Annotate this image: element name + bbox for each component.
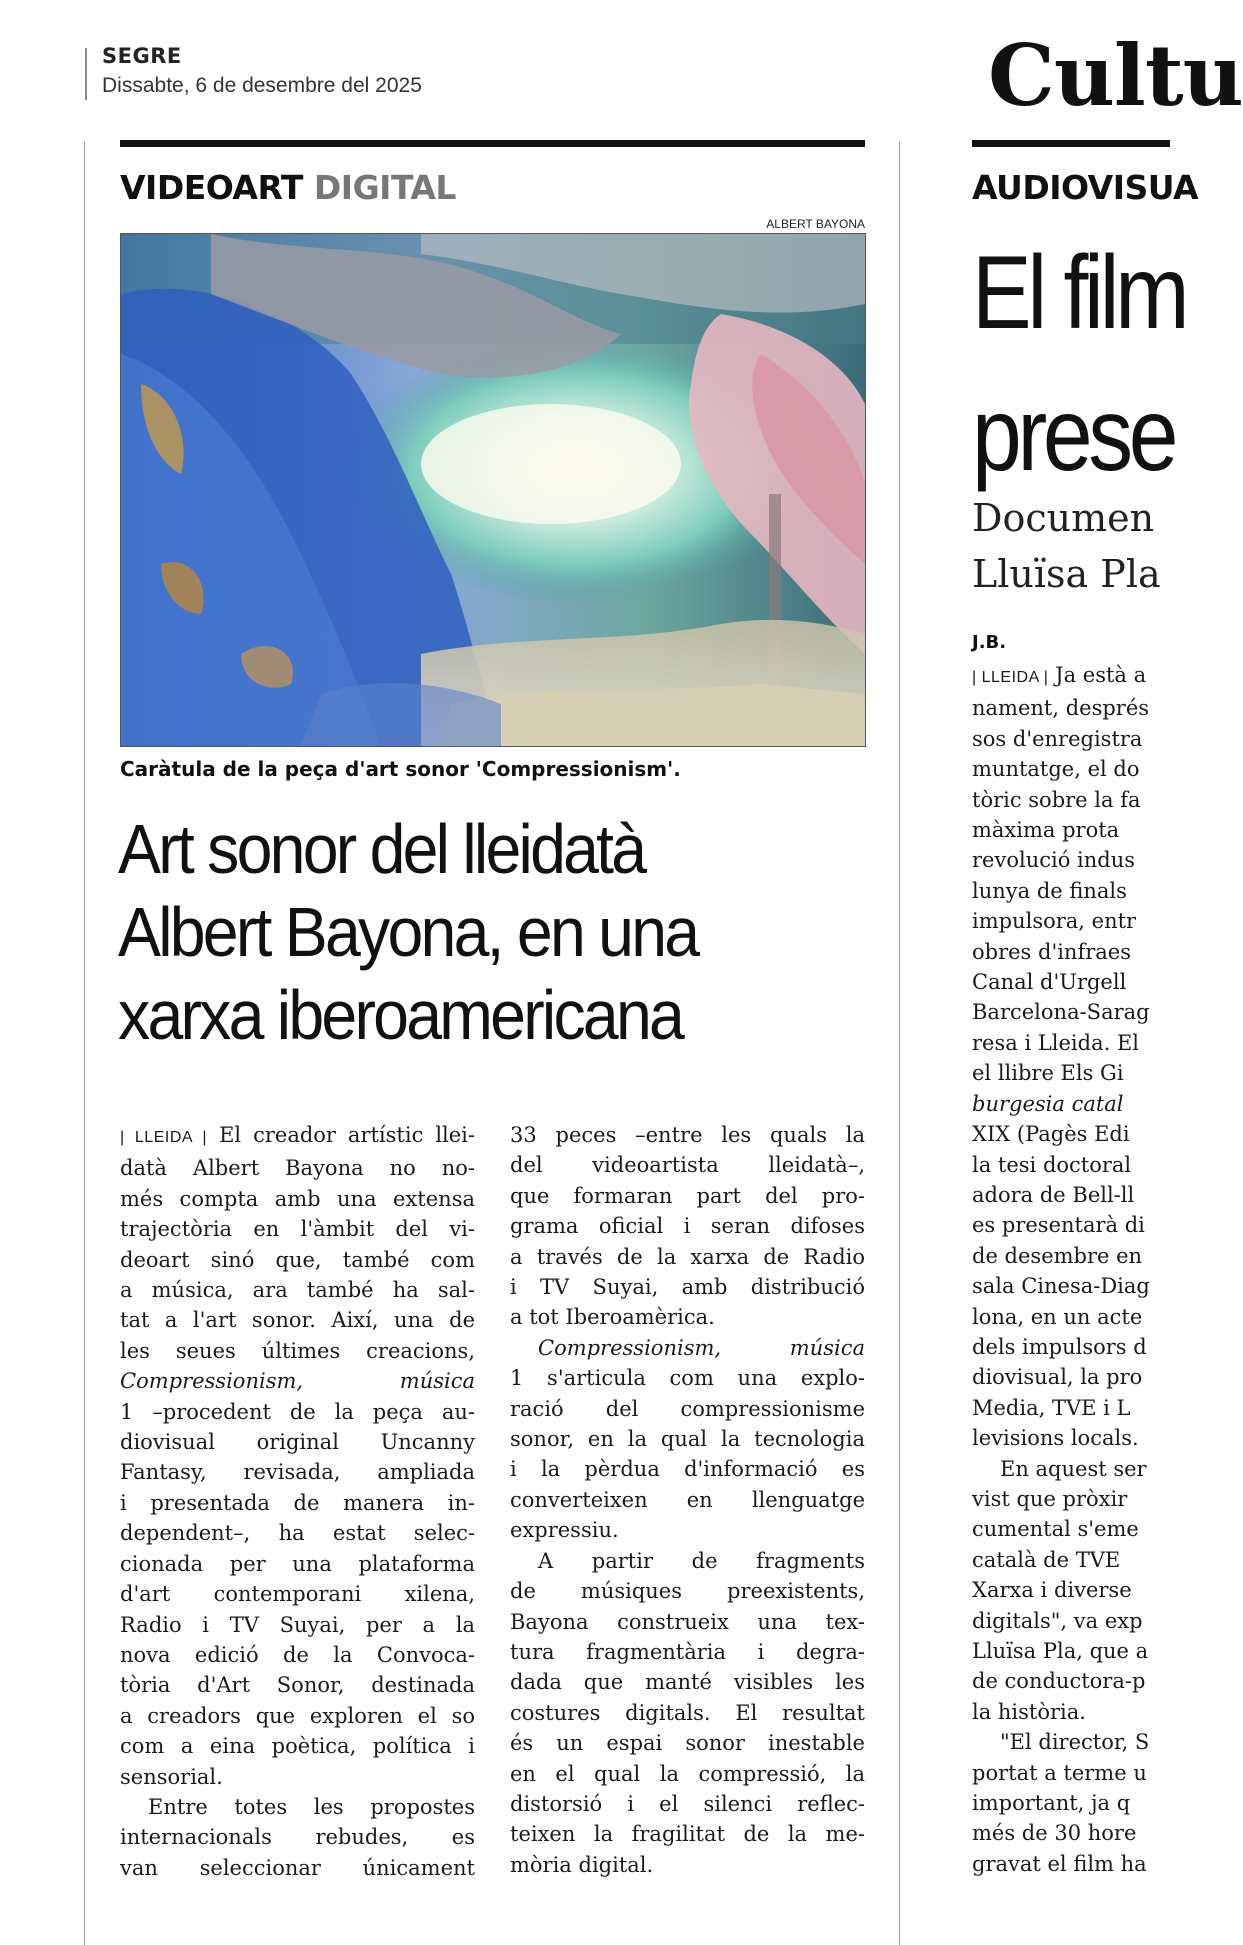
body-line: Entre totes les propostes [148, 1794, 475, 1819]
side-body-line: adora de Bell-ll [972, 1182, 1135, 1207]
body-line: més compta amb una extensa [120, 1186, 475, 1211]
body-line: dada que manté visibles les [510, 1670, 865, 1695]
body-line: que formaran part del pro- [510, 1183, 865, 1208]
body-line: tura fragmentària i degra- [510, 1639, 865, 1664]
body-line: del videoartista lleidatà–, [510, 1153, 865, 1178]
photo-caption: Caràtula de la peça d'art sonor 'Compressionism'. [120, 757, 681, 781]
body-line: cionada per una plataforma [120, 1551, 475, 1576]
body-line: tat a l'art sonor. Així, una de [120, 1308, 475, 1333]
side-body-line: tòric sobre la fa [972, 787, 1141, 812]
side-body-line: burgesia catal [972, 1091, 1124, 1116]
body-line: i TV Suyai, amb distribució [510, 1275, 865, 1300]
body-line: teixen la fragilitat de la me- [510, 1822, 865, 1847]
side-body-line: català de TVE [972, 1547, 1121, 1572]
body-line: 33 peces –entre les quals la [510, 1123, 865, 1147]
body-line: sonor, en la qual la tecnologia [510, 1427, 865, 1452]
side-body-line: impulsora, entr [972, 909, 1137, 934]
publication-date: Dissabte, 6 de desembre del 2025 [102, 74, 422, 97]
side-article-kicker: AUDIOVISUA [972, 168, 1199, 207]
side-body-line: levisions locals. [972, 1426, 1139, 1451]
article-column-2 [510, 1120, 865, 1880]
body-line: sensorial. [120, 1764, 223, 1789]
body-line: dependent–, ha estat selec- [120, 1521, 475, 1546]
side-body-line: màxima prota [972, 818, 1120, 843]
side-body-line: nament, després [972, 696, 1150, 721]
side-dateline: | LLEIDA | [972, 669, 1049, 686]
body-line: Radio i TV Suyai, per a la [120, 1612, 475, 1637]
side-body-line: Canal d'Urgell [972, 970, 1127, 995]
side-body-line: obres d'infraes [972, 939, 1131, 964]
masthead-divider [85, 48, 87, 100]
body-line: converteixen en llenguatge [510, 1487, 865, 1512]
side-body-line: més de 30 hore [972, 1821, 1137, 1846]
body-line: com a eina poètica, política i [120, 1734, 475, 1759]
side-subhead-line: Documen [972, 496, 1155, 540]
center-column-rule [899, 142, 900, 1945]
body-line: 1 s'articula com una explo- [510, 1366, 865, 1391]
body-line: és un espai sonor inestable [510, 1731, 865, 1756]
side-body-line: diovisual, la pro [972, 1365, 1143, 1390]
body-line: internacionals rebudes, es [120, 1825, 475, 1850]
body-line: Compressionism, música [120, 1369, 475, 1394]
body-line: d'art contemporani xilena, [120, 1582, 475, 1607]
headline-line: Art sonor del lleidatà [118, 810, 645, 888]
body-line: 1 –procedent de la peça au- [120, 1399, 475, 1424]
headline-line: xarxa iberoamericana [118, 976, 683, 1054]
side-body-line: de desembre en [972, 1243, 1143, 1268]
body-line: grama oficial i seran difoses [510, 1214, 865, 1239]
side-body-line: digitals", va exp [972, 1608, 1143, 1633]
side-body-line: de conductora-p [972, 1669, 1146, 1694]
body-line: deoart sinó que, també com [120, 1247, 475, 1272]
body-line: A partir de fragments [538, 1548, 865, 1573]
side-article-top-rule [972, 140, 1170, 147]
body-line: | LLEIDA | El creador artístic llei- [120, 1123, 475, 1147]
body-line: expressiu. [510, 1518, 619, 1543]
article-column-1 [120, 1120, 475, 1883]
artwork-image [121, 234, 865, 746]
side-body-line: gravat el film ha [972, 1851, 1147, 1876]
body-line: van seleccionar únicament [120, 1855, 475, 1880]
article-headline [118, 808, 697, 1057]
body-line: a tot Iberoamèrica. [510, 1305, 715, 1330]
side-body-line: | LLEIDA | Ja està a [972, 663, 1147, 687]
body-line: i presentada de manera in- [120, 1490, 475, 1515]
article-kicker [120, 168, 456, 207]
side-body-line: XIX (Pagès Edi [972, 1122, 1130, 1147]
side-headline-line: El film [972, 235, 1186, 351]
side-article-body [972, 660, 1150, 1879]
body-line: Compressionism, música [538, 1335, 865, 1360]
side-body-line: cumental s'eme [972, 1517, 1139, 1542]
side-body-line: sala Cinesa-Diag [972, 1274, 1150, 1299]
body-line: tòria d'Art Sonor, destinada [120, 1673, 475, 1698]
kicker-secondary: DIGITAL [313, 168, 456, 207]
headline-line: Albert Bayona, en una [118, 893, 698, 971]
side-body-line: En aquest ser [1000, 1456, 1147, 1481]
side-body-line: Xarxa i diverse [972, 1578, 1132, 1603]
side-body-line: es presentarà di [972, 1213, 1145, 1238]
side-headline-line: prese [972, 377, 1175, 493]
photo-credit: ALBERT BAYONA [766, 217, 865, 231]
side-body-line: el llibre Els Gi [972, 1061, 1124, 1086]
dateline: | LLEIDA | [120, 1129, 208, 1146]
side-body-line: Barcelona-Sarag [972, 1000, 1150, 1025]
body-line: a través de la xarxa de Radio [510, 1244, 865, 1269]
side-body-line: Lluïsa Pla, que a [972, 1639, 1149, 1663]
section-title: Cultu [988, 26, 1243, 125]
side-article-headline [972, 222, 1185, 506]
body-line: nova edició de la Convoca- [120, 1642, 475, 1667]
side-body-line: dels impulsors d [972, 1334, 1147, 1359]
side-article-subhead [972, 490, 1161, 602]
body-line: les seues últimes creacions, [120, 1338, 475, 1363]
body-line: mòria digital. [510, 1852, 654, 1877]
kicker-main: VIDEOART [120, 168, 303, 207]
article-top-rule [120, 140, 865, 147]
body-line: de músiques preexistents, [510, 1579, 865, 1604]
side-body-line: "El director, S [1000, 1730, 1150, 1755]
side-body-line: la tesi doctoral [972, 1152, 1132, 1177]
body-line: distorsió i el silenci reflec- [510, 1791, 865, 1816]
body-line: a creadors que exploren el so [120, 1703, 475, 1728]
body-line: Bayona construeix una tex- [510, 1609, 865, 1634]
side-body-line: sos d'enregistra [972, 726, 1143, 751]
body-line: trajectòria en l'àmbit del vi- [120, 1217, 475, 1242]
side-body-line: vist que pròxir [972, 1486, 1128, 1511]
side-body-line: revolució indus [972, 848, 1135, 873]
body-line: Fantasy, revisada, ampliada [120, 1460, 475, 1485]
body-line: i la pèrdua d'informació es [510, 1457, 865, 1482]
body-line: datà Albert Bayona no no- [120, 1156, 475, 1181]
side-body-line: Media, TVE i L [972, 1395, 1131, 1420]
publication-name: SEGRE [102, 44, 182, 68]
body-line: costures digitals. El resultat [510, 1700, 865, 1725]
side-body-line: important, ja q [972, 1791, 1131, 1816]
article-photo [120, 233, 866, 747]
body-line: diovisual original Uncanny [120, 1430, 475, 1455]
body-line: ració del compressionisme [510, 1396, 865, 1421]
side-article-byline: J.B. [972, 632, 1007, 653]
side-body-line: portat a terme u [972, 1760, 1147, 1785]
left-column-rule [84, 142, 85, 1945]
side-body-line: lona, en un acte [972, 1304, 1143, 1329]
body-line: a música, ara també ha sal- [120, 1278, 475, 1303]
side-subhead-line: Lluïsa Pla [972, 552, 1161, 596]
side-body-line: la història. [972, 1699, 1086, 1724]
body-line: en el qual la compressió, la [510, 1761, 865, 1786]
side-body-line: lunya de finals [972, 878, 1127, 903]
side-body-line: muntatge, el do [972, 757, 1140, 782]
side-body-line: resa i Lleida. El [972, 1030, 1139, 1055]
